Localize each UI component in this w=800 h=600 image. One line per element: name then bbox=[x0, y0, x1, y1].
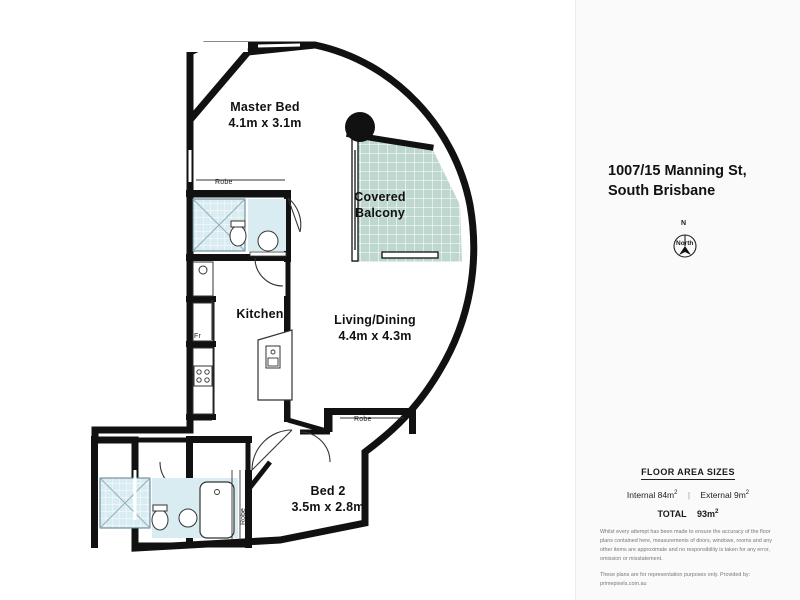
floor-area-breakdown bbox=[576, 490, 800, 500]
external-area: External $9m^2$ bbox=[700, 490, 750, 500]
label-robe-living: Robe bbox=[354, 416, 372, 423]
main-bathroom-fixtures bbox=[100, 478, 238, 538]
disclaimer-text-2: These plans are for representation purposes only. Provided by: primepixels.com.au bbox=[600, 571, 751, 587]
master-bed-walls bbox=[190, 45, 315, 195]
total-value-sup: 2 bbox=[715, 508, 719, 515]
room-label-living-dining: Living/Dining 4.4m x 4.3m bbox=[334, 313, 416, 343]
windows bbox=[135, 45, 300, 520]
balcony-floor bbox=[352, 135, 462, 262]
floor-area-title: FLOOR AREA SIZES bbox=[641, 467, 735, 480]
floor-area-total bbox=[576, 508, 800, 519]
info-panel bbox=[575, 0, 800, 600]
address-line-2: South Brisbane bbox=[608, 182, 716, 199]
label-fridge: Fr bbox=[194, 333, 202, 340]
external-area-sup: 2 bbox=[745, 490, 750, 497]
kitchen-island bbox=[258, 330, 292, 400]
internal-area-sup: 2 bbox=[674, 490, 678, 497]
room-label-kitchen: Kitchen bbox=[236, 307, 284, 321]
compass-icon bbox=[664, 222, 706, 264]
wall-cut bbox=[186, 42, 248, 52]
floor-area-sizes bbox=[576, 462, 800, 519]
total-label: TOTAL bbox=[657, 509, 687, 519]
disclaimer bbox=[600, 528, 782, 588]
internal-area: Internal $84m^2$ bbox=[626, 490, 678, 500]
compass-n-letter: N bbox=[681, 220, 687, 227]
label-robe-bed2: Robe bbox=[240, 508, 247, 525]
angled-corner-wall bbox=[190, 52, 248, 120]
total-value: 93m bbox=[696, 509, 715, 519]
compass-north-label: North bbox=[676, 240, 694, 247]
balcony-column bbox=[345, 112, 375, 142]
address-line-1: 1007/15 Manning St, bbox=[608, 163, 747, 179]
room-label-bed2: Bed 2 3.5m x 2.8m bbox=[291, 484, 365, 514]
disclaimer-text-1: Whilst every attempt has been made to ensure the accuracy of the floor plans contained here, measurements of doors, windows, rooms and any other items are approximate and no responsibility is taken for any error, omission or misstatement. bbox=[600, 529, 772, 562]
area-separator: | bbox=[687, 490, 691, 500]
ensuite-fixtures bbox=[193, 199, 286, 256]
label-robe-master: Robe bbox=[215, 179, 233, 186]
property-address bbox=[608, 162, 788, 201]
room-label-master-bed: Master Bed 4.1m x 3.1m bbox=[228, 100, 302, 130]
room-label-covered-balcony: Covered Balcony bbox=[354, 190, 406, 220]
